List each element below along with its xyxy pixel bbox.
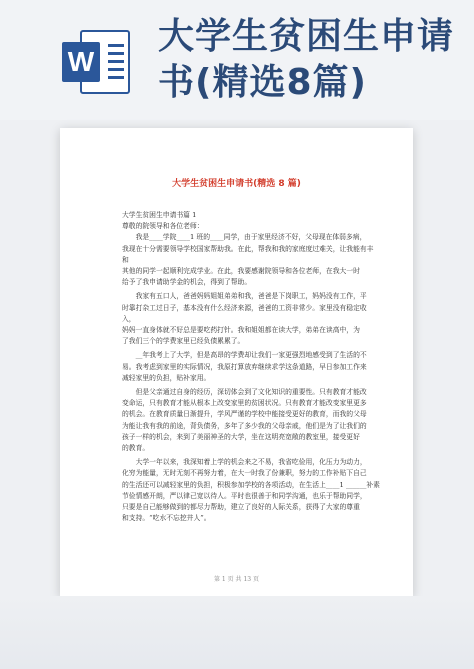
body-line: 只要是自己能够做到的都尽力帮助，建立了良好的人际关系，获得了大家的尊重 xyxy=(122,503,360,512)
header-banner xyxy=(0,0,474,120)
body-line: 和支持。“吃水不忘挖井人”。 xyxy=(122,514,211,523)
body-line: 节俭情感开朗，严以律己宽以待人。平时也很善于和同学沟通，也乐于帮助同学， xyxy=(122,491,367,500)
body-line: 的教育。 xyxy=(122,444,150,453)
body-line: 给予了我申请助学金的机会，得到了帮助。 xyxy=(122,278,252,287)
body-line: 了我们三个的学费家里已经负债累累了。 xyxy=(122,337,245,346)
word-document-icon xyxy=(62,30,132,94)
body-line: 我现在十分需要领导学校国家帮助我。在此，帮我和我的家庭度过难关，让我能有丰和 xyxy=(122,244,374,264)
page-title-line-2: 书(精选8篇) xyxy=(158,62,367,103)
body-line: 易。我考虑到家里的实际情况，我原打算放弃继续求学这条道路，早日参加工作来 xyxy=(122,362,367,371)
document-body xyxy=(122,210,380,524)
document-page xyxy=(60,128,413,596)
document-title: 大学生贫困生申请书(精选 8 篇) xyxy=(172,179,301,189)
body-line: 减轻家里的负担，贴补家用。 xyxy=(122,373,211,382)
body-line: 我是____学院____1 班的____同学，由于家里经济不好，父母现在体弱多病， xyxy=(135,233,367,242)
body-line: 的机会。在教育质量日渐提升，学风严谨的学校中能接受更好的教育，而我的父母 xyxy=(122,410,367,419)
body-line: 的生活还可以减轻家里的负担，积极参加学校的各项活动，在生活上____1 ______补素 xyxy=(122,480,380,489)
background-shade xyxy=(0,596,474,669)
body-line: 其他的同学一起顺利完成学业。在此，我要感谢院领导和各位老师，在我大一时 xyxy=(122,267,360,276)
section-heading: 大学生贫困生申请书篇 1 xyxy=(122,211,197,219)
page-title-line-1: 大学生贫困生申请 xyxy=(158,16,455,57)
body-line: 大学一年以来，我深知着上学的机会来之不易，我省吃俭用，化压力为动力， xyxy=(135,458,367,467)
body-line: 变命运，只有教育才能从根本上改变家里的贫困状况。只有教育才能改变家里更多 xyxy=(122,399,367,408)
body-line: 妈妈一直身体就不好总是要吃药打针。我和姐姐都在读大学，弟弟在读高中，为 xyxy=(122,326,360,335)
body-line: 为能让我有我的前途，背负债务，多年了多少我的父母亲戚，他们是为了让我们的 xyxy=(122,421,367,430)
body-line: 我家有五口人，爸爸妈妈姐姐弟弟和我，爸爸是下岗职工，妈妈没有工作，平 xyxy=(135,292,367,301)
body-line: 孩子一样的机会，来到了美丽神圣的大学，坐在这明亮宽敞的教室里，接受更好 xyxy=(122,432,360,441)
body-line: 化穷为能量，无时无刻不再努力着，在大一时我了份兼职，努力的工作补贴下自己 xyxy=(122,469,367,478)
body-line: __年我考上了大学，但是高昂的学费却让我们一家更强烈地感受到了生活的不 xyxy=(135,351,367,360)
word-badge: W xyxy=(62,42,100,82)
body-line: 但是父亲通过自身的经历，深切体会到了文化知识的重要性。只有教育才能改 xyxy=(135,388,367,397)
page-number: 第 1 页 共 13 页 xyxy=(214,576,259,583)
page-title xyxy=(158,14,458,106)
body-line: 时靠打杂工过日子，基本没有什么经济来源，爸爸的工资非常少。家里没有稳定收入， xyxy=(122,303,367,323)
salutation: 尊敬的院领导和各位老师： xyxy=(122,222,204,231)
